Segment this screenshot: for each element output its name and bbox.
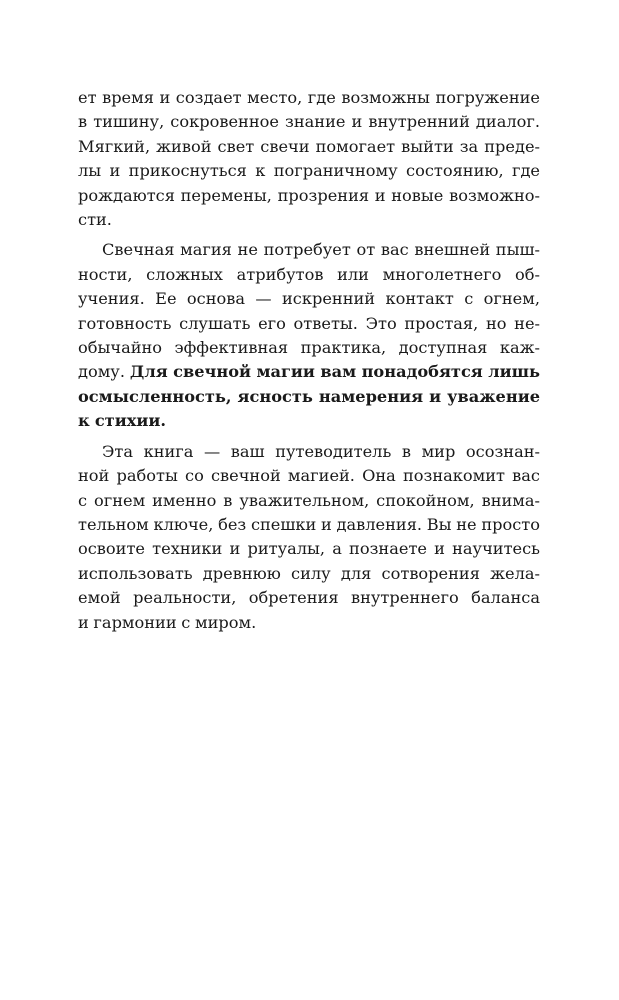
text-run: и гармонии с миром. [78, 612, 257, 632]
text-line [78, 86, 540, 110]
text-run: ности, сложных атрибутов или многолетнего об- [78, 264, 540, 284]
text-line [78, 184, 540, 208]
text-line [78, 440, 540, 464]
text-line [78, 312, 540, 336]
text-run: обычайно эффективная практика, доступная каж- [78, 338, 540, 358]
text-run: рождаются перемены, прозрения и новые возможно- [78, 185, 540, 205]
text-line [78, 611, 540, 635]
text-line [78, 110, 540, 134]
paragraph-1 [78, 86, 540, 232]
text-line [78, 513, 540, 537]
text-run: ет время и создает место, где возможны погружение [78, 88, 540, 107]
text-line [78, 135, 540, 159]
bold-text-run: осмысленность, ясность намерения и уважение [78, 386, 540, 406]
text-line [78, 586, 540, 610]
text-run: Мягкий, живой свет свечи помогает выйти за преде- [78, 136, 540, 156]
text-line [78, 409, 540, 433]
bold-text-run: Для свечной магии вам понадобятся лишь [129, 362, 540, 382]
text-line [78, 360, 540, 384]
text-run: ной работы со свечной магией. Она познакомит вас [78, 466, 540, 486]
text-run: Свечная магия не потребует от вас внешней пыш- [102, 240, 540, 260]
text-run: дому. [78, 362, 130, 382]
bold-text-run: к стихии. [78, 411, 167, 431]
text-line [78, 263, 540, 287]
text-run: готовность слушать его ответы. Это простая, но не- [78, 313, 540, 333]
text-line [78, 159, 540, 183]
text-run: сти. [78, 210, 112, 230]
text-run: в тишину, сокровенное знание и внутренний диалог. [78, 112, 540, 132]
text-line [78, 489, 540, 513]
page-body [78, 86, 540, 641]
text-run: емой реальности, обретения внутреннего баланса [78, 588, 540, 608]
text-line [78, 287, 540, 311]
text-run: Эта книга — ваш путеводитель в мир осознан- [102, 441, 540, 461]
text-run: освоите техники и ритуалы, а познаете и научитесь [78, 539, 540, 559]
text-line [78, 464, 540, 488]
text-run: учения. Ее основа — искренний контакт с огнем, [78, 289, 540, 309]
text-run: с огнем именно в уважительном, спокойном, внима- [78, 490, 540, 510]
paragraph-3 [78, 440, 540, 635]
paragraph-2 [78, 238, 540, 433]
text-run: использовать древнюю силу для сотворения жела- [78, 563, 540, 583]
text-line [78, 537, 540, 561]
text-line [78, 562, 540, 586]
text-line [78, 336, 540, 360]
text-line [78, 208, 540, 232]
text-run: лы и прикоснуться к пограничному состоянию, где [78, 161, 540, 181]
text-run: тельном ключе, без спешки и давления. Вы не просто [78, 514, 540, 534]
text-line [78, 385, 540, 409]
text-line [78, 238, 540, 262]
